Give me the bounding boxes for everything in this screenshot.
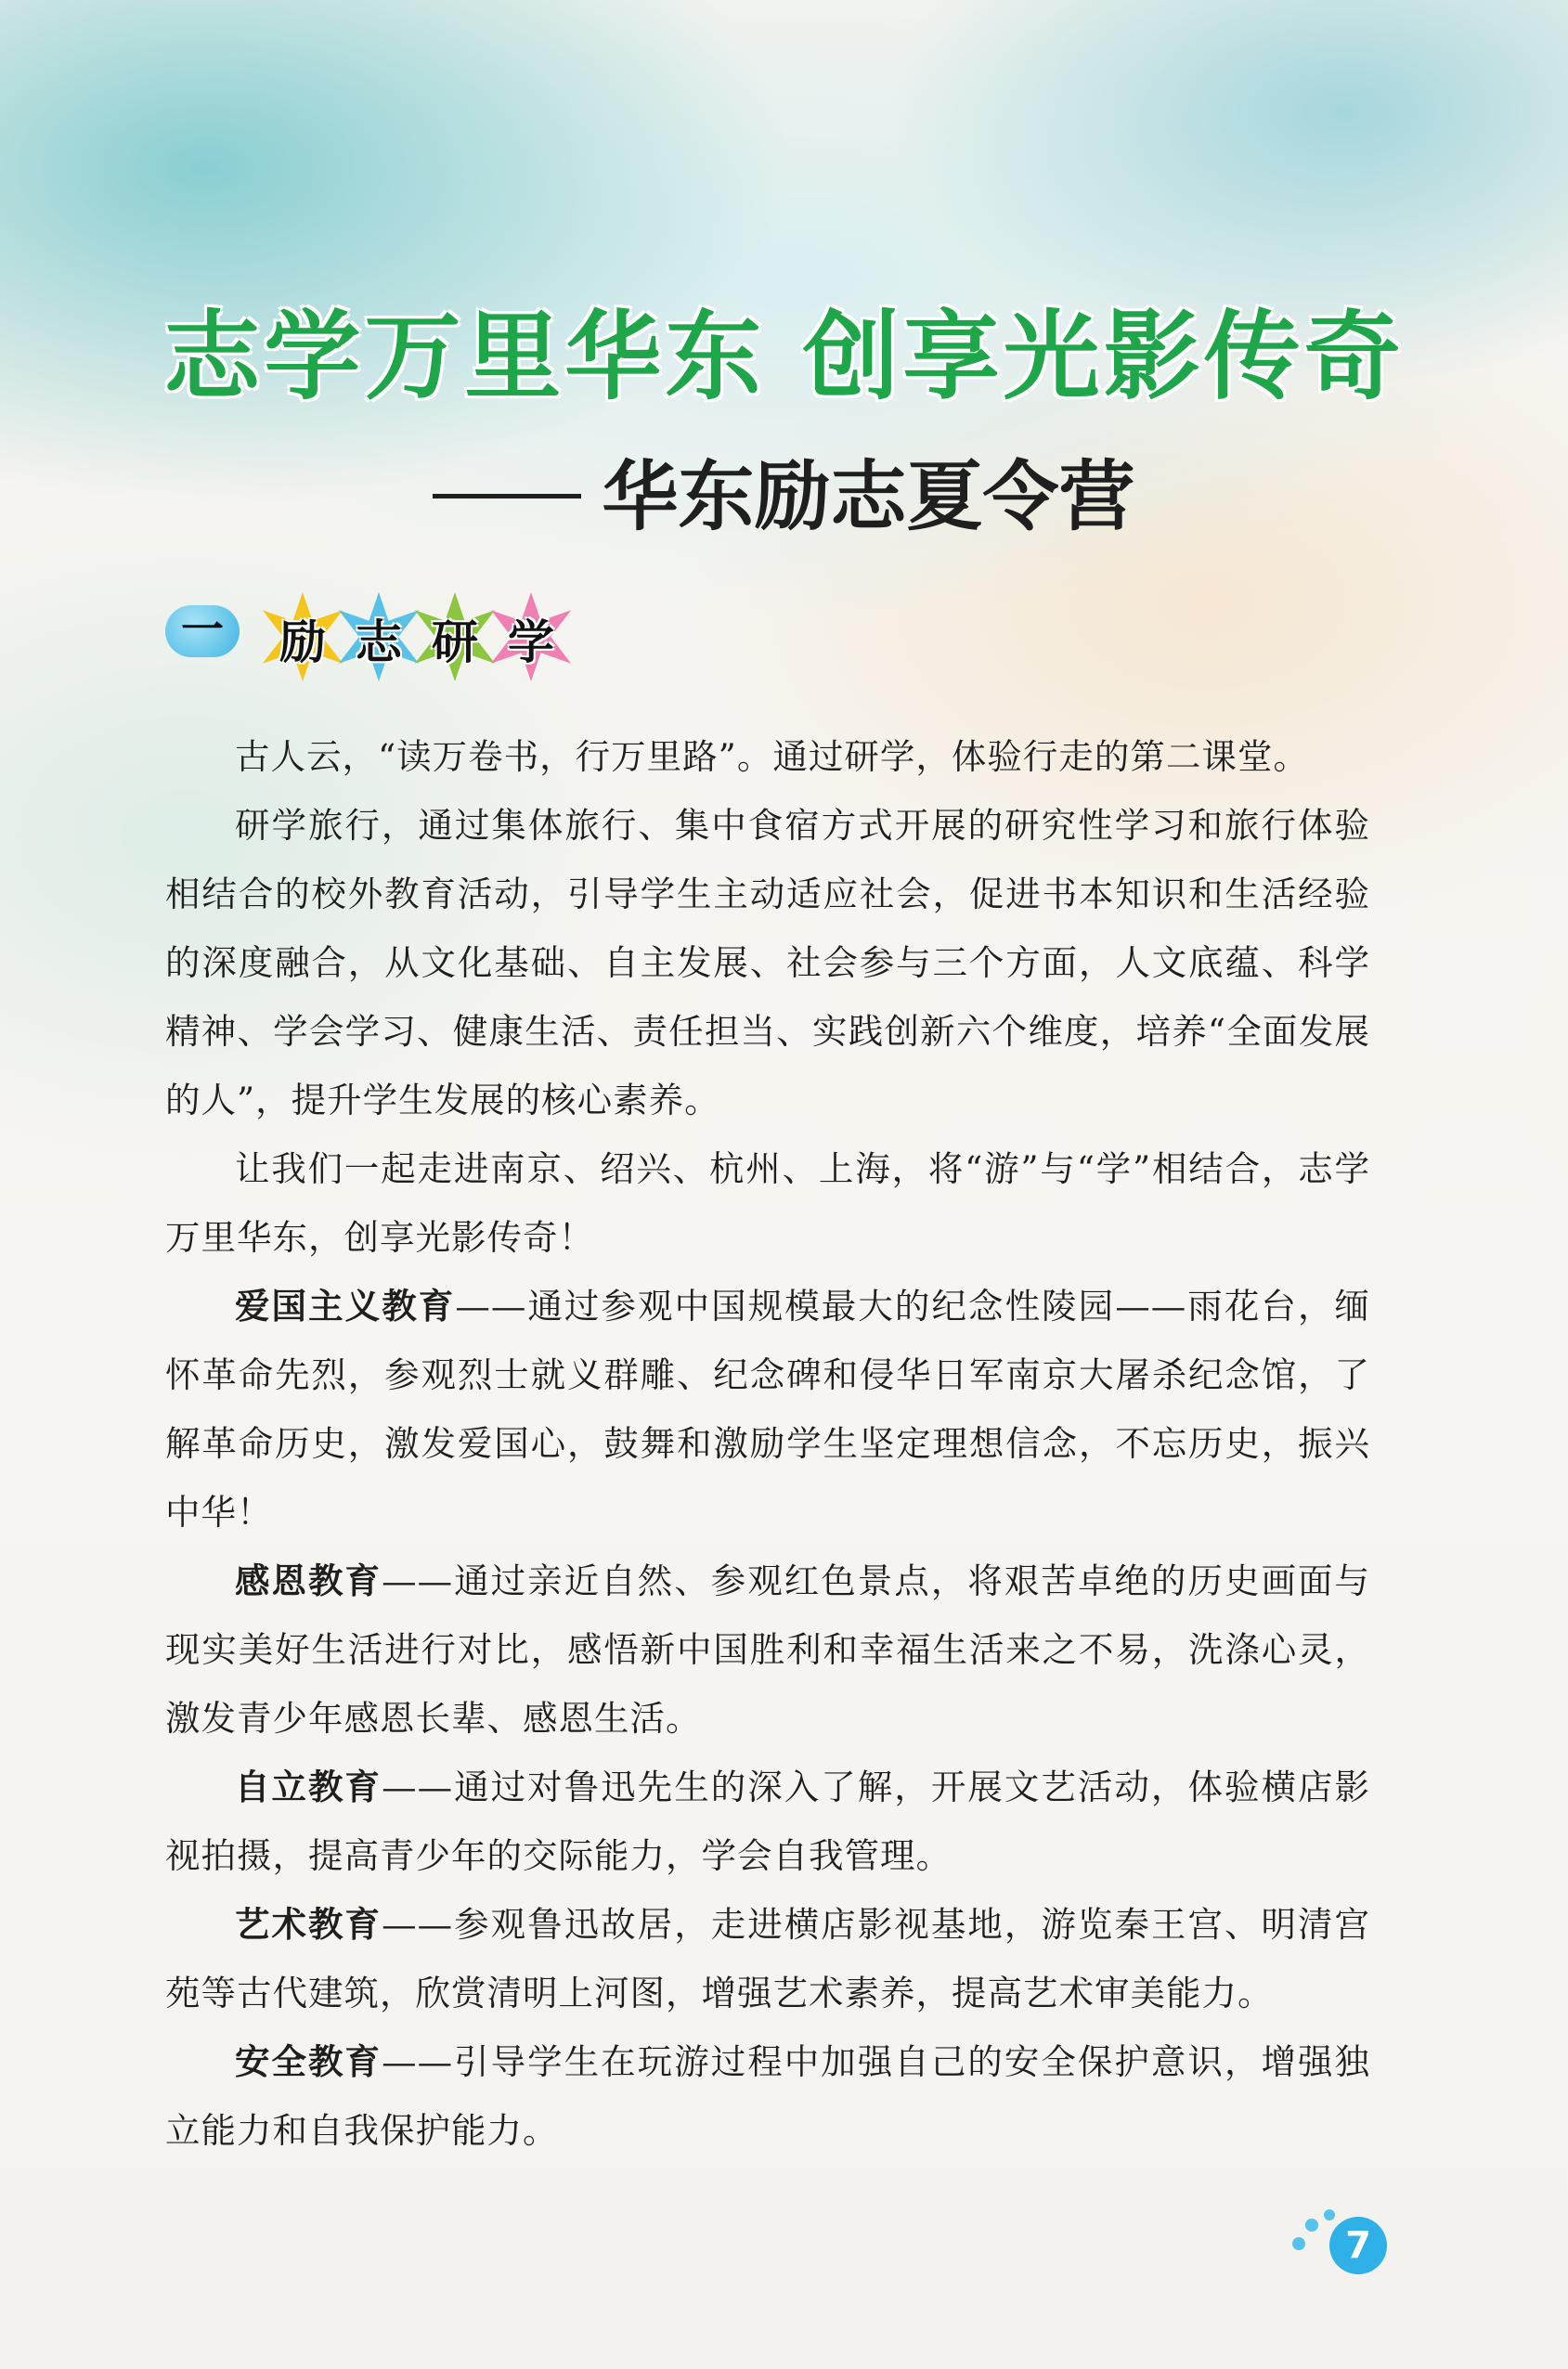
paragraph-text: ——引导学生在玩游过程中加强自己的安全保护意识，增强独立能力和自我保护能力。 <box>165 2041 1371 2151</box>
paragraph <box>165 1890 1370 2027</box>
paragraph <box>165 1134 1370 1272</box>
paragraph-lead: 自立教育 <box>235 1767 382 1807</box>
subtitle-text: 华东励志夏令营 <box>602 453 1135 541</box>
paragraph-text: 研学旅行，通过集体旅行、集中食宿方式开展的研究性学习和旅行体验相结合的校外教育活动，引导学生主动适应社会，促进书本知识和生活经验的深度融合，从文化基础、自主发展、社会参与三个方面，人文底蕴、科学精神、学会学习、健康生活、责任担当、实践创新六个维度，培养“全面发展的人”，提升学生发展的核心素养。 <box>165 805 1370 1120</box>
paragraph-text: 古人云，“读万卷书，行万里路”。通过研学，体验行走的第二课堂。 <box>235 736 1309 777</box>
paragraph-text: ——参观鲁迅故居，走进横店影视基地，游览秦王宫、明清宫苑等古代建筑，欣赏清明上河图，增强艺术素养，提高艺术审美能力。 <box>165 1904 1371 2013</box>
paw-dot-icon <box>1305 2219 1318 2232</box>
paragraph-text: 让我们一起走进南京、绍兴、杭州、上海，将“游”与“学”相结合，志学万里华东，创享光影传奇！ <box>165 1148 1370 1258</box>
body-text <box>165 722 1370 2165</box>
section-char: 志 <box>356 615 402 669</box>
section-char: 励 <box>279 615 326 669</box>
paragraph <box>165 1547 1370 1753</box>
page-number-badge <box>1292 2209 1394 2284</box>
paragraph <box>165 1753 1370 1890</box>
title-dash <box>433 494 581 498</box>
page-subtitle <box>0 436 1568 545</box>
section-char: 研 <box>432 615 478 669</box>
paragraph-text: ——通过参观中国规模最大的纪念性陵园——雨花台，缅怀革命先烈，参观烈士就义群雕、纪念碑和侵华日军南京大屠杀纪念馆，了解革命历史，激发爱国心，鼓舞和激励学生坚定理想信念，不忘历史，振兴中华！ <box>165 1286 1371 1533</box>
section-char: 学 <box>508 615 554 669</box>
section-number-badge: 一 <box>165 605 240 657</box>
paragraph-lead: 艺术教育 <box>235 1904 382 1945</box>
paragraph <box>165 2027 1370 2165</box>
paragraph <box>165 1272 1370 1547</box>
paw-dot-icon <box>1292 2237 1305 2250</box>
paragraph <box>165 791 1370 1134</box>
paragraph-lead: 爱国主义教育 <box>235 1286 456 1327</box>
paw-dot-icon <box>1324 2209 1335 2220</box>
page-number: 7 <box>1329 2217 1387 2274</box>
paragraph <box>165 722 1370 791</box>
paragraph-lead: 感恩教育 <box>235 1560 382 1601</box>
paragraph-lead: 安全教育 <box>235 2041 382 2082</box>
paragraph-text: ——通过对鲁迅先生的深入了解，开展文艺活动，体验横店影视拍摄，提高青少年的交际能力，学会自我管理。 <box>165 1767 1371 1876</box>
page-title: 志学万里华东 创享光影传奇 <box>163 300 1405 413</box>
paragraph-text: ——通过亲近自然、参观红色景点，将艰苦卓绝的历史画面与现实美好生活进行对比，感悟新中国胜利和幸福生活来之不易，洗涤心灵，激发青少年感恩长辈、感恩生活。 <box>165 1560 1371 1739</box>
